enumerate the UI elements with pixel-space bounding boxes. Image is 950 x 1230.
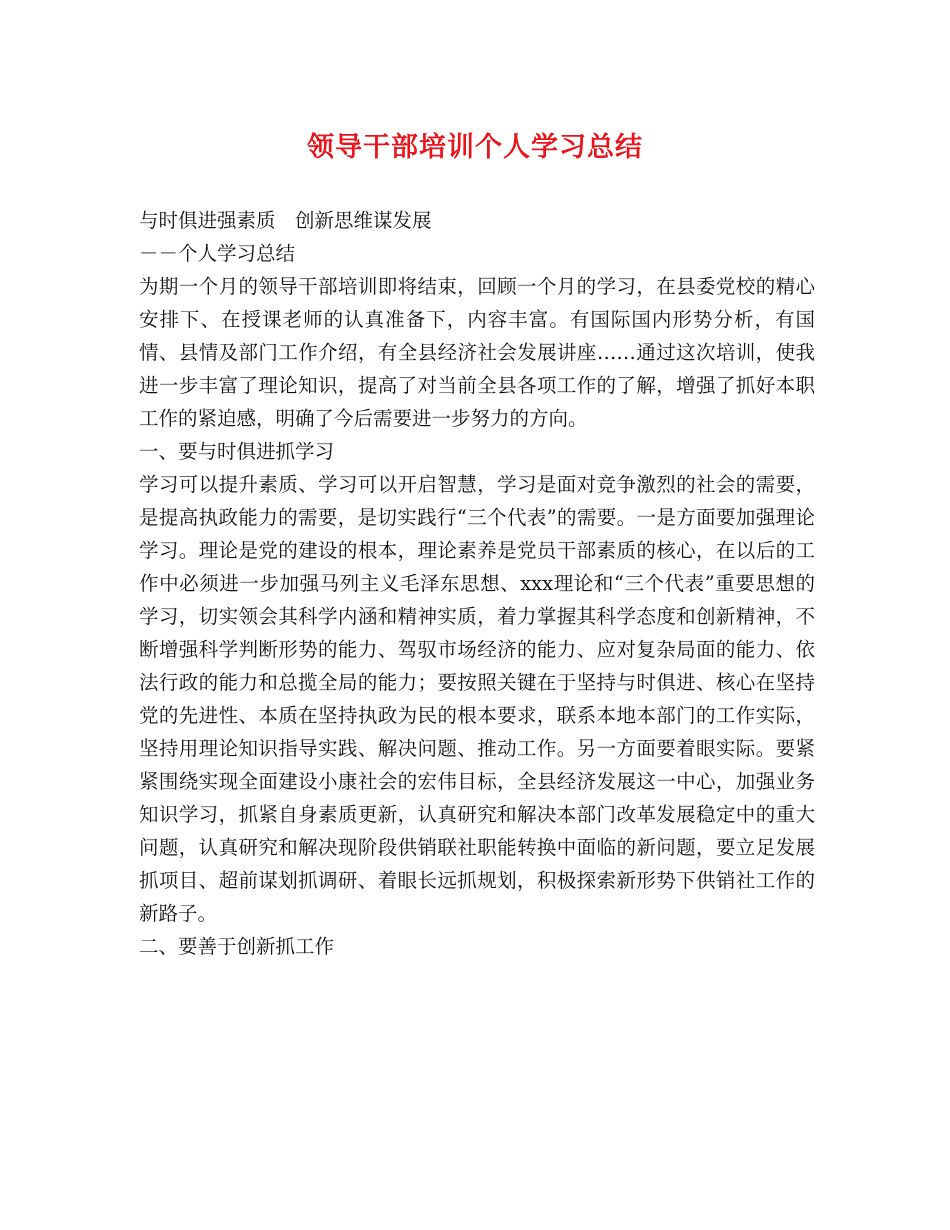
document-title: 领导干部培训个人学习总结 xyxy=(307,132,643,163)
document-body xyxy=(139,204,815,963)
document-byline: －－个人学习总结 xyxy=(139,242,296,265)
section-heading-2: 二、要善于创新抓工作 xyxy=(139,935,335,958)
section-heading-1: 一、要与时俱进抓学习 xyxy=(139,440,335,463)
intro-paragraph: 为期一个月的领导干部培训即将结束，回顾一个月的学习，在县委党校的精心安排下、在授课老师的认真准备下，内容丰富。有国际国内形势分析，有国情、县情及部门工作介绍，有全县经济社会发展讲座……通过这次培训，使我进一步丰富了理论知识，提高了对当前全县各项工作的了解，增强了抓好本职工作的紧迫感，明确了今后需要进一步努力的方向。 xyxy=(139,275,815,430)
document-subtitle: 与时俱进强素质 创新思维谋发展 xyxy=(139,209,432,232)
section-1-paragraph: 学习可以提升素质、学习可以开启智慧，学习是面对竞争激烈的社会的需要，是提高执政能力的需要，是切实践行“三个代表”的需要。一是方面要加强理论学习。理论是党的建设的根本，理论素养是党员干部素质的核心，在以后的工作中必须进一步加强马列主义毛泽东思想、xxx理论和“三个代表”重要思想的学习，切实领会其科学内涵和精神实质，着力掌握其科学态度和创新精神，不断增强科学判断形势的能力、驾驭市场经济的能力、应对复杂局面的能力、依法行政的能力和总揽全局的能力；要按照关键在于坚持与时俱进、核心在坚持党的先进性、本质在坚持执政为民的根本要求，联系本地本部门的工作实际，坚持用理论知识指导实践、解决问题、推动工作。另一方面要着眼实际。要紧紧围绕实现全面建设小康社会的宏伟目标，全县经济发展这一中心，加强业务知识学习，抓紧自身素质更新，认真研究和解决本部门改革发展稳定中的重大问题，认真研究和解决现阶段供销联社职能转换中面临的新问题，要立足发展抓项目、超前谋划抓调研、着眼长远抓规划，积极探索新形势下供销社工作的新路子。 xyxy=(139,473,815,925)
